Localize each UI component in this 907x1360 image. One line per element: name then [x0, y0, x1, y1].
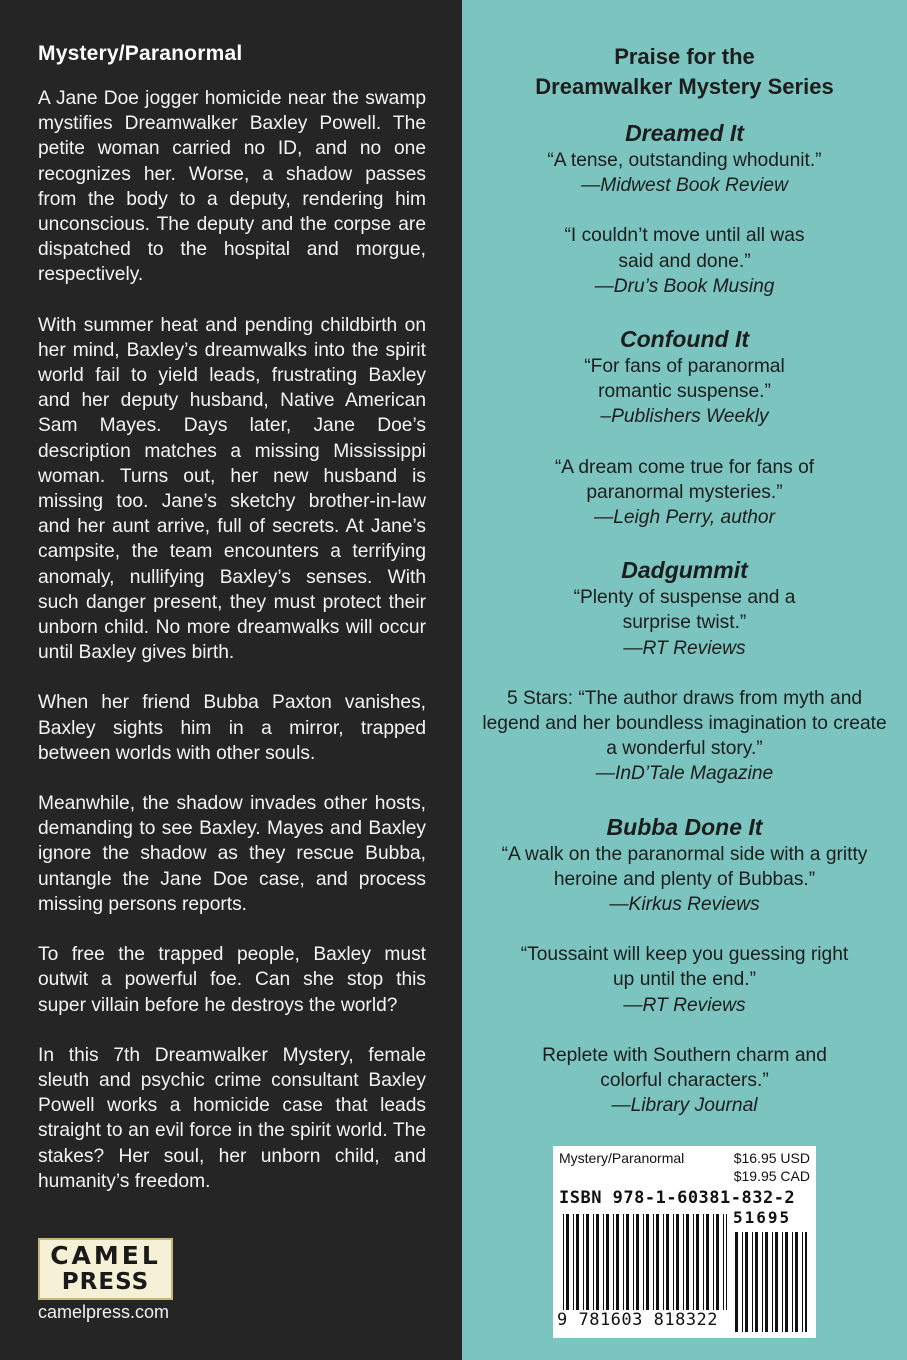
isbn-barcode-panel: [553, 1146, 816, 1338]
barcode-bar: [762, 1232, 763, 1332]
barcode-bar: [616, 1214, 619, 1310]
blurb-paragraph: Meanwhile, the shadow invades other hosts, demanding to see Baxley. Mayes and Baxley ignore the shadow as they rescue Bubba, untangle the Jane Doe case, and process missing persons reports.: [38, 793, 426, 915]
barcode-bar: [805, 1232, 807, 1332]
barcode-bar: [735, 1232, 738, 1332]
quote-text: “For fans of paranormal romantic suspense.”: [584, 356, 785, 403]
book-title: Bubba Done It: [606, 813, 763, 840]
barcode-bar: [676, 1214, 679, 1310]
quote-text: “Plenty of suspense and a surprise twist.”: [573, 587, 796, 634]
barcode-bar: [666, 1214, 669, 1310]
price-usd: $16.95 USD: [733, 1150, 810, 1166]
quote-text: “A tense, outstanding whodunit.”: [547, 150, 822, 171]
barcode-bar: [745, 1232, 748, 1332]
barcode-bar: [795, 1232, 798, 1332]
genre-label: Mystery/Paranormal: [38, 42, 243, 65]
quote-text: “I couldn’t move until all was said and done.”: [564, 225, 805, 272]
barcode-bar: [646, 1214, 649, 1310]
review-quote: [482, 942, 887, 1018]
blurb-paragraph: With summer heat and pending childbirth on her mind, Baxley’s dreamwalks into the spirit world fail to yield leads, frustrating Baxley and her deputy husband, Native American Sam Mayes. Days later, Jane Doe’s description matches a missing Mississippi woman. Turns out, her new husband is missing too. Jane’s sketchy brother-in-law and her aunt arrive, full of secrets. At Jane’s campsite, the team encounters a terrifying anomaly, nullifying Baxley’s senses. With such danger present, they must protect their unborn child. No more dreamwalks will occur until Baxley gives birth.: [38, 314, 426, 664]
quote-text: Replete with Southern charm and colorful characters.”: [542, 1044, 827, 1092]
barcode-bar: [583, 1214, 584, 1310]
review-quote: [482, 354, 887, 430]
quote-text: “A walk on the paranormal side with a gritty heroine and plenty of Bubbas.”: [501, 843, 868, 890]
quote-text: 5 Stars: “The author draws from myth and legend and her boundless imagination to create a wonderful story.”: [482, 687, 887, 760]
barcode-bar: [633, 1214, 634, 1310]
barcode-bar: [792, 1232, 793, 1332]
barcode-bar: [713, 1214, 714, 1310]
quote-source: –Publishers Weekly: [600, 406, 769, 428]
barcode-bar: [752, 1232, 753, 1332]
barcode-bar: [603, 1214, 604, 1310]
ean-bars: [563, 1214, 727, 1310]
blurb-paragraph: In this 7th Dreamwalker Mystery, female sleuth and psychic crime consultant Baxley Powell works a homicide case that leads straight to an evil force in the spirit world. The stakes? Her soul, her unborn child, and humanity’s freedom.: [38, 1044, 426, 1192]
blurb-paragraph: To free the trapped people, Baxley must outwit a powerful foe. Can she stop this super villain before he destroys the world?: [38, 944, 426, 1016]
review-quote: [482, 585, 887, 661]
barcode-genre: Mystery/Paranormal: [559, 1150, 685, 1166]
price-cad: $19.95 CAD: [733, 1168, 810, 1184]
barcode-bar: [785, 1232, 788, 1332]
barcode-addon-digits: 51695: [733, 1208, 792, 1227]
blurb-paragraph: When her friend Bubba Paxton vanishes, Baxley sights him in a mirror, trapped between worlds with other souls.: [38, 692, 426, 764]
quote-source: —Library Journal: [611, 1095, 758, 1117]
barcode-bar: [703, 1214, 704, 1310]
barcode-bar: [653, 1214, 654, 1310]
quote-source: —InD’Tale Magazine: [595, 763, 774, 785]
quote-text: “A dream come true for fans of paranormal mysteries.”: [554, 456, 815, 503]
barcode-bar: [683, 1214, 684, 1310]
book-title: Dreamed It: [625, 120, 744, 146]
quote-source: —Midwest Book Review: [581, 175, 788, 197]
barcode-bar: [573, 1214, 574, 1310]
review-quote: [482, 455, 887, 531]
quote-source: —Kirkus Reviews: [609, 894, 760, 916]
book-blurb: [38, 86, 426, 1219]
barcode-bar: [593, 1214, 594, 1310]
book-title: Confound It: [619, 326, 749, 353]
review-quote: [482, 842, 887, 918]
barcode-bar: [772, 1232, 773, 1332]
barcode-bar: [742, 1232, 743, 1332]
camel-press-logo: [38, 1238, 173, 1300]
barcode-bar: [755, 1232, 758, 1332]
book-title: Dadgummit: [621, 557, 748, 584]
barcode-bar: [576, 1214, 579, 1310]
barcode-bar: [606, 1214, 609, 1310]
praise-heading: [462, 42, 907, 102]
barcode-bar: [706, 1214, 709, 1310]
barcode-bar: [696, 1214, 699, 1310]
barcode-bar: [586, 1214, 589, 1310]
barcode-bar: [726, 1214, 727, 1310]
barcode-bar: [656, 1214, 659, 1310]
barcode-bar: [596, 1214, 599, 1310]
quote-source: —Leigh Perry, author: [594, 507, 775, 529]
barcode-bar: [636, 1214, 639, 1310]
isbn-number: ISBN 978-1-60381-832-2: [559, 1188, 796, 1208]
addon-bars: [735, 1232, 807, 1332]
review-quote: [482, 223, 887, 299]
barcode-bar: [802, 1232, 803, 1332]
barcode-bar: [663, 1214, 664, 1310]
barcode-bar: [716, 1214, 719, 1310]
barcode-bar: [623, 1214, 624, 1310]
praise-heading-line2: Dreamwalker Mystery Series: [535, 74, 834, 99]
review-quote: [482, 148, 887, 198]
publisher-website: camelpress.com: [38, 1302, 170, 1322]
review-quote: [482, 1043, 887, 1119]
barcode-bar: [686, 1214, 689, 1310]
barcode-bar: [626, 1214, 629, 1310]
logo-line-1: CAMEL: [50, 1241, 161, 1270]
blurb-paragraph: A Jane Doe jogger homicide near the swamp mystifies Dreamwalker Baxley Powell. The petite woman carried no ID, and no one recognizes her. Worse, a shadow passes from the body to a deputy, rendering him unconscious. The deputy and the corpse are dispatched to the hospital and morgue, respectively.: [38, 88, 426, 286]
barcode-digits: 9 781603 818322: [557, 1310, 719, 1330]
praise-heading-line1: Praise for the: [614, 44, 755, 69]
quote-source: —RT Reviews: [623, 637, 746, 659]
barcode-bar: [723, 1214, 724, 1310]
barcode-bar: [782, 1232, 783, 1332]
quote-source: —RT Reviews: [623, 994, 746, 1016]
quote-source: —Dru’s Book Musing: [594, 275, 775, 297]
barcode-bar: [693, 1214, 694, 1310]
barcode-bar: [563, 1214, 564, 1310]
barcode-bar: [765, 1232, 768, 1332]
barcode-bar: [775, 1232, 778, 1332]
barcode-bar: [673, 1214, 674, 1310]
quote-text: “Toussaint will keep you guessing right up until the end.”: [520, 944, 849, 991]
praise-quotes: [482, 118, 887, 1118]
barcode-bar: [613, 1214, 614, 1310]
logo-line-2: PRESS: [61, 1269, 150, 1295]
barcode-bar: [643, 1214, 644, 1310]
barcode-bar: [566, 1214, 569, 1310]
review-quote: [482, 686, 887, 787]
